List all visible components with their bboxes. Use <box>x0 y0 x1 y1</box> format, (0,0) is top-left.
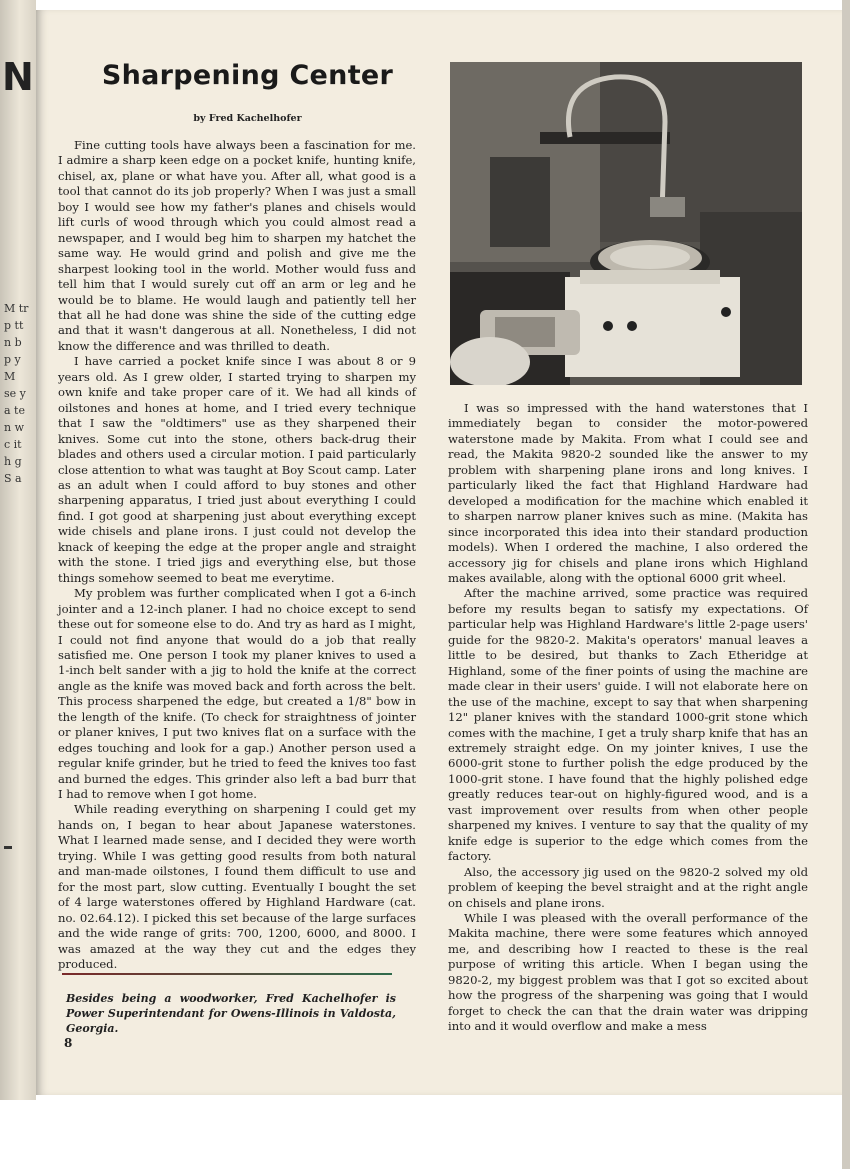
adjacent-page-edge <box>0 0 36 1100</box>
page-number: 8 <box>64 1036 73 1050</box>
paragraph: While reading everything on sharpening I could get my hands on, I began to hear about Japanese waterstones. What I learned made sense, and I decided they were worth trying. While I was getting good results from both natural and man-made oilstones, I found them difficult to use and for the most part, slow cutting. Eventually I bought the set of 4 large waterstones offered by Highland Hardware (cat. no. 02.64.12). I picked this set because of the large surfaces and the wide range of grits: 700, 1200, 6000, and 8000. I was amazed at the way they cut and the edges they produced. <box>58 802 416 972</box>
adjacent-page-letter: N <box>2 55 34 99</box>
paragraph: I was so impressed with the hand waterstones that I immediately began to consider the motor-powered waterstone made by Makita. From what I could see and read, the Makita 9820-2 sounded like the answer to my problem with sharpening plane irons and long knives. I particularly liked the fact that Highland Hardware had developed a modification for the machine which enabled it to sharpen narrow planer knives such as mine. (Makita has since incorporated this idea into their standard production models). When I ordered the machine, I also ordered the accessory jig for chisels and plane irons which Highland makes available, along with the optional 6000 grit wheel. <box>448 401 808 585</box>
right-column <box>448 401 808 1035</box>
article-byline: by Fred Kachelhofer <box>193 113 302 124</box>
paragraph: While I was pleased with the overall performance of the Makita machine, there were some features which annoyed me, and describing how I reacted to these is the real purpose of writing this article. When I began using the 9820-2, my biggest problem was that I got so excited about how the progress of the sharpening was going that I would forget to check the can that the drain water was dripping into and it would overflow and make a mess <box>448 910 808 1034</box>
adjacent-page-mark <box>4 846 12 849</box>
author-bio: Besides being a woodworker, Fred Kachelhofer is Power Superintendant for Owens-Illinois in Valdosta, Georgia. <box>66 992 396 1035</box>
paragraph: Also, the accessory jig used on the 9820-2 solved my old problem of keeping the bevel straight and at the right angle on chisels and plane irons. <box>448 864 808 910</box>
paragraph: I have carried a pocket knife since I was about 8 or 9 years old. As I grew older, I started trying to sharpen my own knife and take proper care of it. We had all kinds of oilstones and hones at home, and I tried every technique that I saw the "oldtimers" use as they sharpened their knives. Some cut into the stone, others back-drug their blades and others used a circular motion. I paid particularly close attention to what was taught at Boy Scout camp. Later as an adult when I could afford to buy stones and other sharpening apparatus, I tried just about everything I could find. I got good at sharpening just about everything except wide chisels and plane irons. I just could not develop the knack of keeping the edge at the proper angle and straight with the stone. I tried jigs and everything else, but those things somehow seemed to beat me everytime. <box>58 354 416 585</box>
adjacent-page-fragments: M tr p tt n b p y M se y a te n w c it h g S a <box>4 302 29 485</box>
paragraph: My problem was further complicated when I got a 6-inch jointer and a 12-inch planer. I had no choice except to send these out for someone else to do. And try as hard as I might, I could not find anyone that would do a job that really satisfied me. One person I took my planer knives to used a 1-inch belt sander with a jig to hold the knife at the correct angle as the knife was moved back and forth across the belt. This process sharpened the edge, but created a 1/8" bow in the length of the knife. (To check for straightness of jointer or planer knives, I put two knives flat on a surface with the edges touching and look for a gap.) Another person used a regular knife grinder, but he tried to feed the knives too fast and burned the edges. This grinder also left a bad burr that I had to remove when I got home. <box>58 586 416 802</box>
article-title: Sharpening Center <box>101 60 394 91</box>
paragraph: After the machine arrived, some practice was required before my results began to satisfy my expectations. Of particular help was Highland Hardware's little 2-page users' guide for the 9820-2. Makita's operators' manual leaves a little to be desired, but thanks to Zach Etheridge at Highland, some of the finer points of using the machine are made clear in their users' guide. I will not elaborate here on the use of the machine, except to say that when sharpening 12" planer knives with the standard 1000-grit stone which comes with the machine, I get a truly sharp knife that has an extremely straight edge. On my jointer knives, I use the 6000-grit stone to further polish the edge produced by the 1000-grit stone. I have found that the highly polished edge greatly reduces tear-out on highly-figured wood, and is a vast improvement over results from when other people sharpened my knives. I venture to say that the quality of my knife edge is superior to the edge which comes from the factory. <box>448 586 808 864</box>
sharpening-machine-photo <box>450 62 802 385</box>
left-column <box>58 138 416 972</box>
right-page-edge <box>842 0 850 1169</box>
bio-divider-rule <box>62 973 392 975</box>
photo-illustration <box>450 62 802 385</box>
paragraph: Fine cutting tools have always been a fascination for me. I admire a sharp keen edge on a pocket knife, hunting knife, chisel, ax, plane or what have you. After all, what good is a tool that cannot do its job properly? When I was just a small boy I would see how my father's planes and chisels would lift curls of wood through which you could almost read a newspaper, and I would beg him to sharpen my hatchet the same way. He would grind and polish and give me the sharpest looking tool in the world. Mother would fuss and tell him that I would surely cut off an arm or leg and he would be to blame. He would laugh and patiently tell her that all he had done was shine the side of the cutting edge and that it wasn't dangerous at all. Nonetheless, I did not know the difference and was thrilled to death. <box>58 138 416 353</box>
